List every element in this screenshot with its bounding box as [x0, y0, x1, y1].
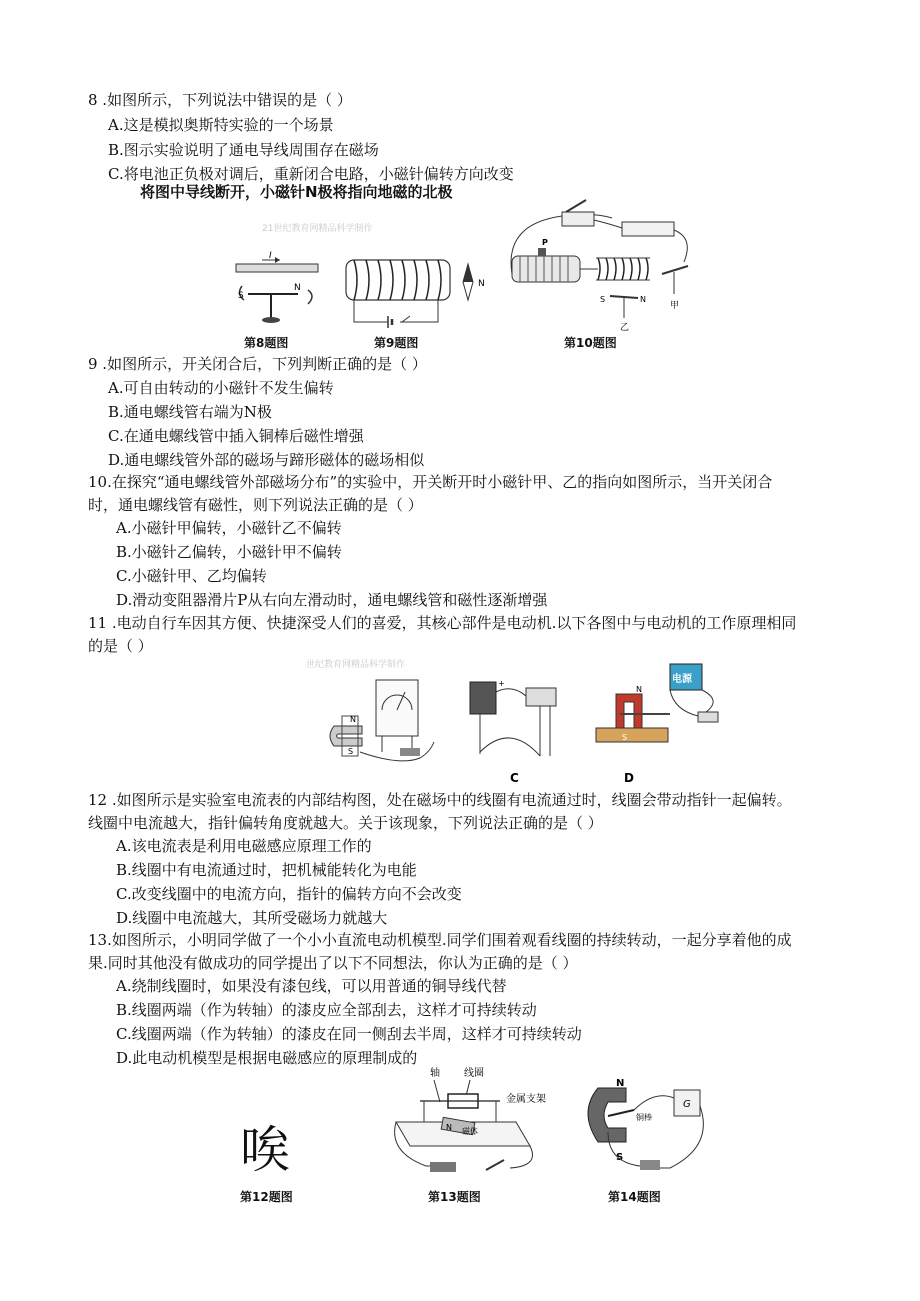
q9-option-b: B.通电螺线管右端为N极 [108, 403, 272, 421]
q10-option-c: C.小磁针甲、乙均偏转 [116, 567, 267, 585]
q13-option-d: D.此电动机模型是根据电磁感应的原理制成的 [116, 1049, 418, 1067]
q9-option-c: C.在通电螺线管中插入铜棒后磁性增强 [108, 427, 364, 445]
q13-option-c: C.线圈两端（作为转轴）的漆皮在同一侧刮去半周，这样才可持续转动 [116, 1025, 582, 1043]
fig13-coil-label: 线圈 [464, 1068, 484, 1079]
figure-8-diagram [228, 250, 328, 330]
q8-stem: 8 .如图所示，下列说法中错误的是（ ） [88, 91, 352, 109]
q13-stem-line2: 果.同时其他没有做成功的同学提出了以下不同想法，你认为正确的是（ ） [88, 954, 578, 972]
fig10-yi-label: 乙 [620, 323, 630, 333]
q8-option-b: B.图示实验说明了通电导线周围存在磁场 [108, 141, 379, 159]
fig8-s-label: S [238, 291, 244, 301]
fig10-jia-label: 甲 [670, 301, 680, 311]
fig11d-s-label: S [622, 733, 628, 742]
q12-option-b: B.线圈中有电流通过时，把机械能转化为电能 [116, 861, 417, 879]
q11-stem-line1: 11 .电动自行车因其方便、快捷深受人们的喜爱，其核心部件是电动机.以下各图中与电动机的工作原理相同 [88, 614, 797, 632]
fig11a-s-label: S [348, 747, 354, 756]
fig9-n-label: N [478, 279, 485, 289]
fig11d-label: D [624, 771, 634, 785]
fig10-n-label: N [640, 295, 646, 304]
caption-fig14: 第14题图 [608, 1190, 661, 1204]
q10-option-a: A.小磁针甲偏转，小磁针乙不偏转 [116, 519, 342, 537]
q10-stem-line1: 10.在探究“通电螺线管外部磁场分布”的实验中，开关断开时小磁针甲、乙的指向如图所示，当开关闭合 [88, 473, 773, 491]
svg-text:+: + [498, 679, 505, 688]
q12-stem-line1: 12 .如图所示是实验室电流表的内部结构图，处在磁场中的线圈有电流通过时，线圈会带动指针一起偏转。 [88, 791, 792, 809]
q10-option-b: B.小磁针乙偏转，小磁针甲不偏转 [116, 543, 342, 561]
fig10-s-label: S [600, 295, 606, 304]
q9-option-d: D.通电螺线管外部的磁场与蹄形磁体的磁场相似 [108, 451, 425, 469]
figure-10-diagram [502, 194, 702, 336]
figure-14-diagram [578, 1072, 710, 1184]
watermark-top: 21世纪教育网精品科学制作 [262, 224, 373, 234]
figure-9-diagram [340, 250, 500, 330]
caption-fig8: 第8题图 [244, 336, 289, 350]
fig13-frame-label: 金属支架 [506, 1094, 546, 1105]
fig14-n-label: N [616, 1078, 625, 1089]
fig13-n-label: N [446, 1123, 452, 1132]
figure-13-diagram [390, 1064, 570, 1182]
fig11c-label: C [510, 771, 519, 785]
fig11a-n-label: N [350, 715, 356, 724]
fig14-rod-label: 铜棒 [636, 1113, 652, 1122]
q12-stem-line2: 线圈中电流越大，指针偏转角度就越大。关于该现象，下列说法正确的是（ ） [88, 814, 603, 832]
q9-stem: 9 .如图所示，开关闭合后，下列判断正确的是（ ） [88, 355, 427, 373]
fig12-char: 唉 [240, 1121, 290, 1179]
fig14-s-label: S [616, 1152, 624, 1163]
q13-option-b: B.线圈两端（作为转轴）的漆皮应全部刮去，这样才可持续转动 [116, 1001, 537, 1019]
fig11d-power-label: 电源 [672, 674, 692, 685]
fig8-current-label: I [269, 251, 272, 261]
q13-option-a: A.绕制线圈时，如果没有漆包线，可以用普通的铜导线代替 [116, 977, 507, 995]
caption-fig13: 第13题图 [428, 1190, 481, 1204]
fig14-meter-label: G [683, 1099, 691, 1110]
watermark-mid: 世纪教育网精品科学制作 [306, 660, 406, 670]
q11-stem-line2: 的是（ ） [88, 637, 153, 655]
q8-option-a: A.这是模拟奥斯特实验的一个场景 [108, 116, 334, 134]
q10-stem-line2: 时，通电螺线管有磁性，则下列说法正确的是（ ） [88, 496, 423, 514]
fig8-n-label: N [294, 283, 301, 293]
figure-11-diagram [320, 652, 750, 788]
fig13-axis-label: 轴 [430, 1068, 440, 1079]
fig10-p-label: P [542, 238, 548, 247]
q12-option-d: D.线圈中电流越大，其所受磁场力就越大 [116, 909, 388, 927]
q8-option-d: 将图中导线断开，小磁针N极将指向地磁的北极 [140, 183, 453, 201]
q9-option-a: A.可自由转动的小磁针不发生偏转 [108, 379, 334, 397]
q12-option-c: C.改变线圈中的电流方向，指针的偏转方向不会改变 [116, 885, 462, 903]
q10-option-d: D.滑动变阻器滑片P从右向左滑动时，通电螺线管和磁性逐渐增强 [116, 591, 548, 609]
caption-fig10: 第10题图 [564, 336, 617, 350]
caption-fig12: 第12题图 [240, 1190, 293, 1204]
fig11d-n-label: N [636, 685, 642, 694]
q13-stem-line1: 13.如图所示，小明同学做了一个小小直流电动机模型.同学们围着观看线圈的持续转动，一起分享着他的成 [88, 931, 792, 949]
caption-fig9: 第9题图 [374, 336, 419, 350]
q12-option-a: A.该电流表是利用电磁感应原理工作的 [116, 837, 372, 855]
fig13-magnet-label: 磁体 [462, 1127, 478, 1136]
q8-option-c: C.将电池正负极对调后，重新闭合电路，小磁针偏转方向改变 [108, 165, 514, 183]
